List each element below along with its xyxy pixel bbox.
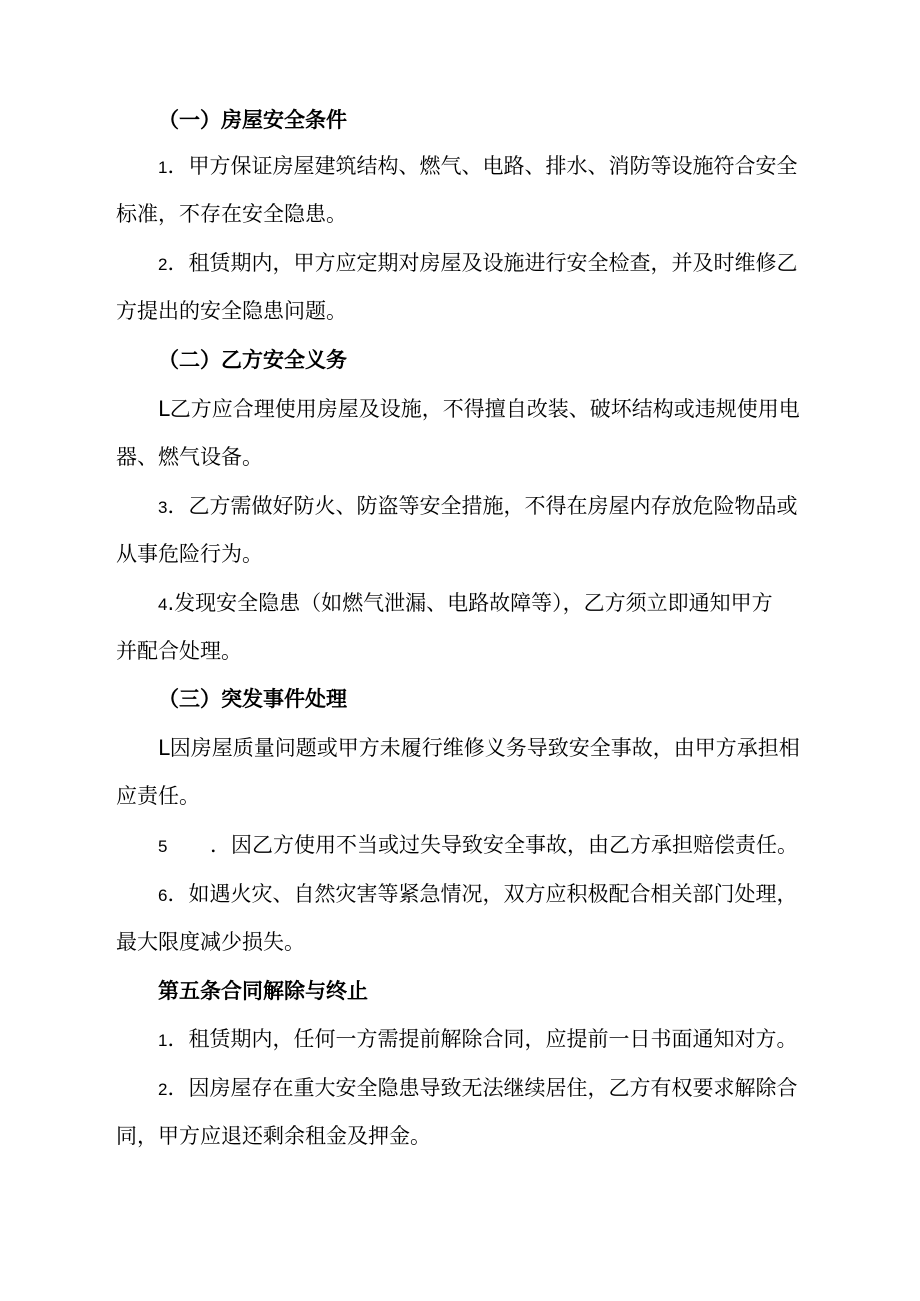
clause-5-1-line bbox=[158, 1025, 797, 1055]
clause-number: 2 bbox=[158, 255, 168, 274]
clause-text: ．乙方需做好防火、防盗等安全措施，不得在房屋内存放危险物品或 bbox=[167, 494, 798, 518]
clause-number: 6 bbox=[158, 886, 168, 905]
clause-3-6-line bbox=[158, 880, 797, 910]
clause-number: 5 bbox=[158, 837, 168, 856]
article-5-heading: 第五条合同解除与终止 bbox=[158, 979, 368, 1003]
clause-2-3-line bbox=[158, 492, 797, 522]
clause-3-5-line bbox=[158, 831, 798, 861]
clause-1-1-line bbox=[158, 152, 797, 182]
section-heading-1: （一）房屋安全条件 bbox=[158, 108, 347, 132]
clause-2-4-line bbox=[158, 589, 773, 619]
clause-1-2-continuation: 方提出的安全隐患问题。 bbox=[116, 299, 347, 323]
clause-2-3-continuation: 从事危险行为。 bbox=[116, 542, 263, 566]
clause-2-4-continuation: 并配合处理。 bbox=[116, 639, 242, 663]
clause-3-6-continuation: 最大限度减少损失。 bbox=[116, 930, 305, 954]
clause-number: 4 bbox=[158, 595, 168, 614]
clause-2-1-continuation: 器、燃气设备。 bbox=[116, 445, 263, 469]
section-heading-2: （二）乙方安全义务 bbox=[158, 348, 347, 372]
section-heading-3: （三）突发事件处理 bbox=[158, 687, 347, 711]
clause-2-1-line: L乙方应合理使用房屋及设施，不得擅自改装、破坏结构或违规使用电 bbox=[158, 397, 800, 421]
clause-text: ．甲方保证房屋建筑结构、燃气、电路、排水、消防等设施符合安全 bbox=[167, 154, 798, 178]
clause-text: ．因乙方使用不当或过失导致安全事故，由乙方承担赔偿责任。 bbox=[210, 833, 798, 857]
clause-1-1-continuation: 标准，不存在安全隐患。 bbox=[116, 202, 347, 226]
clause-text: ．因房屋存在重大安全隐患导致无法继续居住，乙方有权要求解除合 bbox=[167, 1076, 798, 1100]
clause-3-1-continuation: 应责任。 bbox=[116, 784, 200, 808]
clause-text: ．租赁期内，甲方应定期对房屋及设施进行安全检查，并及时维修乙 bbox=[167, 251, 798, 275]
clause-number: 1 bbox=[158, 1031, 168, 1050]
clause-5-2-line bbox=[158, 1074, 797, 1104]
clause-5-2-continuation: 同，甲方应退还剩余租金及押金。 bbox=[116, 1124, 431, 1148]
clause-number: 2 bbox=[158, 1080, 168, 1099]
clause-3-1-line: L因房屋质量问题或甲方未履行维修义务导致安全事故，由甲方承担相 bbox=[158, 736, 800, 760]
clause-1-2-line bbox=[158, 249, 797, 279]
clause-text: ．如遇火灾、自然灾害等紧急情况，双方应积极配合相关部门处理， bbox=[167, 882, 798, 906]
clause-number: 3 bbox=[158, 498, 168, 517]
clause-text: ．租赁期内，任何一方需提前解除合同，应提前一日书面通知对方。 bbox=[167, 1027, 798, 1051]
clause-number: 1 bbox=[158, 158, 168, 177]
clause-text: .发现安全隐患（如燃气泄漏、电路故障等），乙方须立即通知甲方 bbox=[167, 591, 773, 615]
